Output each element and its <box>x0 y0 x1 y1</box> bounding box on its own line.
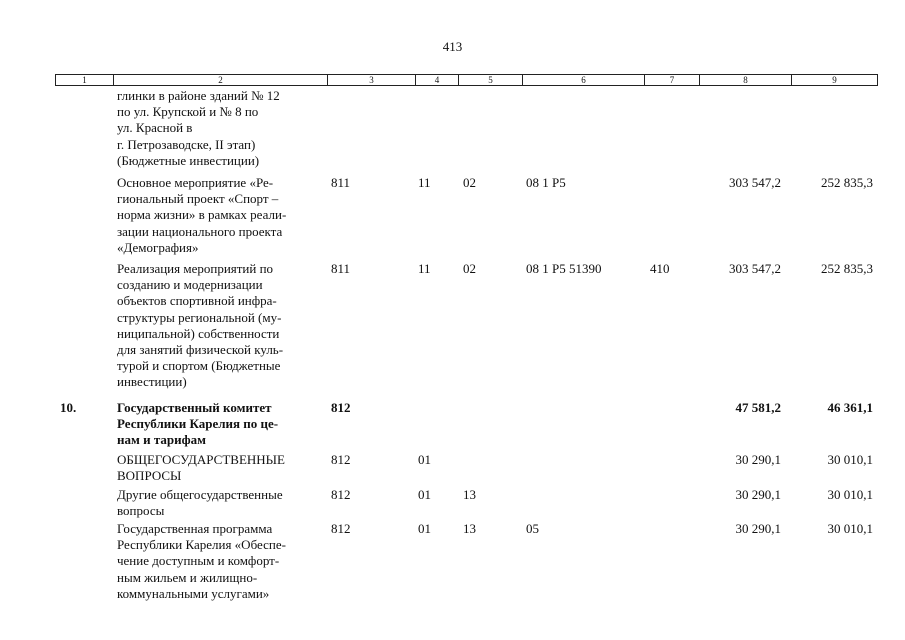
description-line: структуры региональной (му- <box>117 309 282 325</box>
amount-col-9: 30 010,1 <box>827 521 873 536</box>
description-line: коммунальными услугами» <box>117 585 270 601</box>
description-line: глинки в районе зданий № 12 <box>117 88 280 103</box>
header-col-4: 4 <box>415 75 458 85</box>
section-code: 01 <box>418 487 431 502</box>
description-line: гиональный проект «Спорт – <box>117 191 279 207</box>
subsection-code: 02 <box>463 175 476 190</box>
subsection-code: 02 <box>463 261 476 276</box>
expense-type-code: 410 <box>650 261 670 276</box>
row-description <box>117 88 317 169</box>
amount-col-8: 30 290,1 <box>735 521 781 536</box>
ministry-code: 812 <box>331 487 351 502</box>
row-description <box>117 487 317 519</box>
ministry-code: 812 <box>331 400 351 415</box>
description-line: чение доступным и комфорт- <box>117 553 280 569</box>
description-line: ВОПРОСЫ <box>117 468 182 484</box>
target-article-code: 05 <box>526 521 539 536</box>
amount-col-9: 30 010,1 <box>827 487 873 502</box>
section-code: 01 <box>418 452 431 467</box>
description-line: для занятий физической куль- <box>117 342 284 358</box>
row-description <box>117 400 317 449</box>
description-line: нам и тарифам <box>117 432 206 448</box>
amount-col-9: 252 835,3 <box>821 175 873 190</box>
description-line: ным жильем и жилищно- <box>117 569 258 585</box>
description-line: Государственный комитет <box>117 400 272 415</box>
description-line: Основное мероприятие «Ре- <box>117 175 274 190</box>
amount-col-8: 30 290,1 <box>735 487 781 502</box>
description-line: турой и спортом (Бюджетные <box>117 358 281 374</box>
ministry-code: 811 <box>331 261 351 276</box>
description-line: Республики Карелия по це- <box>117 416 279 432</box>
row-description <box>117 261 317 391</box>
row-description <box>117 521 317 602</box>
description-line: норма жизни» в рамках реали- <box>117 207 287 223</box>
description-line: созданию и модернизации <box>117 277 263 293</box>
description-line: Государственная программа <box>117 521 273 536</box>
target-article-code: 08 1 P5 51390 <box>526 261 602 276</box>
header-col-6: 6 <box>522 75 644 85</box>
amount-col-8: 47 581,2 <box>735 400 781 415</box>
target-article-code: 08 1 P5 <box>526 175 566 190</box>
ministry-code: 812 <box>331 521 351 536</box>
description-line: Реализация мероприятий по <box>117 261 274 276</box>
ministry-code: 812 <box>331 452 351 467</box>
header-col-7: 7 <box>644 75 699 85</box>
amount-col-8: 30 290,1 <box>735 452 781 467</box>
description-line: по ул. Крупской и № 8 по <box>117 104 259 120</box>
header-col-9: 9 <box>791 75 877 85</box>
description-line: зации национального проекта <box>117 223 283 239</box>
description-line: г. Петрозаводске, II этап) <box>117 136 256 152</box>
amount-col-9: 30 010,1 <box>827 452 873 467</box>
row-number: 10. <box>60 400 77 415</box>
description-line: Республики Карелия «Обеспе- <box>117 537 286 553</box>
description-line: Другие общегосударственные <box>117 487 283 502</box>
subsection-code: 13 <box>463 521 476 536</box>
description-line: инвестиции) <box>117 374 187 390</box>
header-col-5: 5 <box>458 75 522 85</box>
header-col-2: 2 <box>113 75 327 85</box>
section-code: 11 <box>418 261 431 276</box>
row-description <box>117 452 317 484</box>
description-line: «Демография» <box>117 239 199 255</box>
row-description <box>117 175 317 256</box>
description-line: (Бюджетные инвестиции) <box>117 152 260 168</box>
amount-col-9: 252 835,3 <box>821 261 873 276</box>
page-number: 413 <box>442 39 463 54</box>
description-line: объектов спортивной инфра- <box>117 293 277 309</box>
description-line: ул. Красной в <box>117 120 193 136</box>
description-line: вопросы <box>117 503 165 519</box>
column-number-header <box>55 74 878 86</box>
description-line: ниципальной) собственности <box>117 325 280 341</box>
header-col-1: 1 <box>82 75 87 85</box>
header-col-8: 8 <box>699 75 791 85</box>
section-code: 01 <box>418 521 431 536</box>
amount-col-8: 303 547,2 <box>729 261 781 276</box>
subsection-code: 13 <box>463 487 476 502</box>
amount-col-8: 303 547,2 <box>729 175 781 190</box>
ministry-code: 811 <box>331 175 351 190</box>
header-col-3: 3 <box>327 75 415 85</box>
amount-col-9: 46 361,1 <box>827 400 873 415</box>
section-code: 11 <box>418 175 431 190</box>
description-line: ОБЩЕГОСУДАРСТВЕННЫЕ <box>117 452 285 467</box>
